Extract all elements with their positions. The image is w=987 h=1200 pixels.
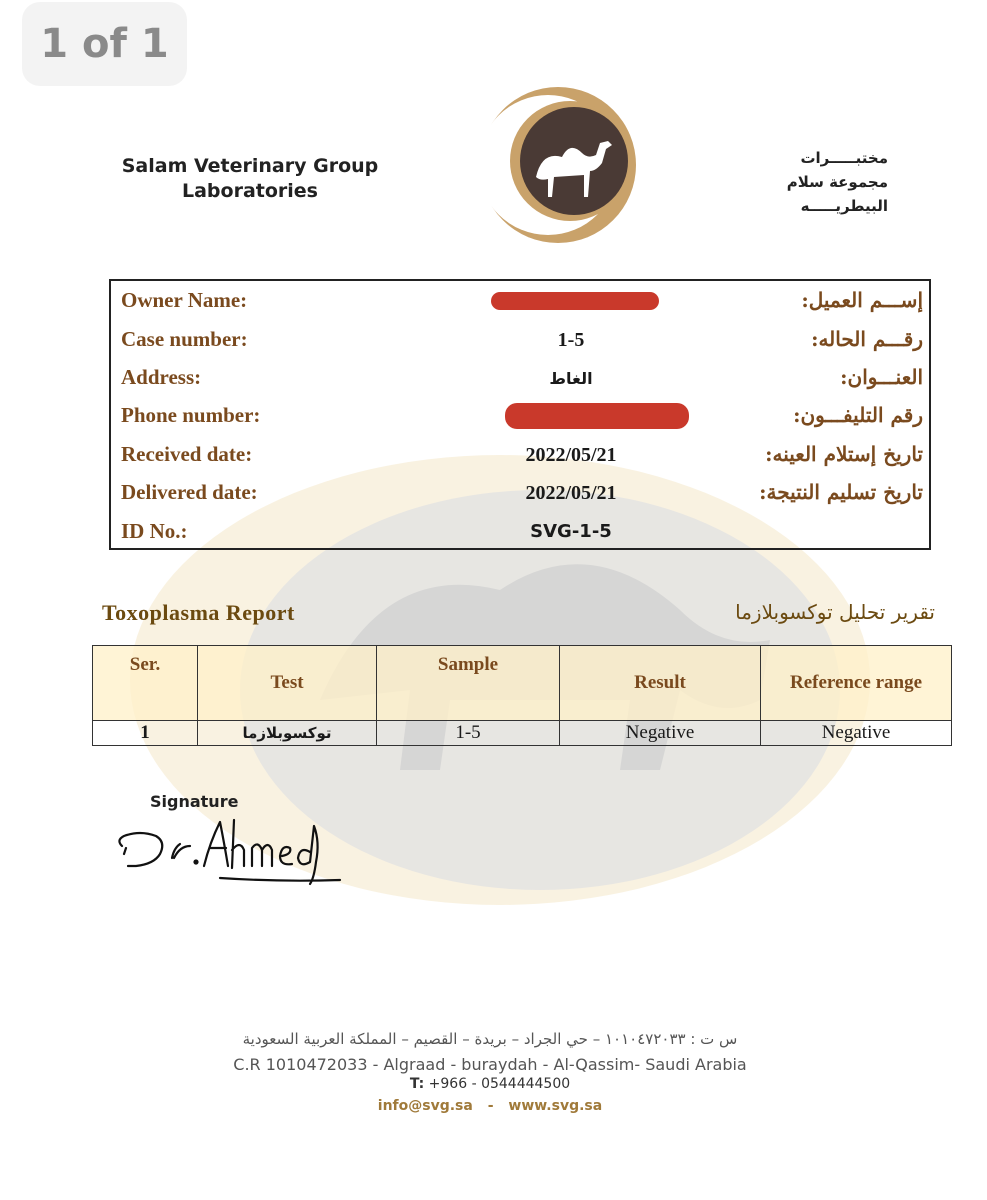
- lab-name-en-line2: Laboratories: [182, 180, 318, 202]
- lab-name-ar-line3: البيطريـــــه: [800, 197, 888, 215]
- cell-test: توكسوبلازما: [198, 721, 377, 746]
- phone-number-label: Phone number:: [121, 403, 261, 427]
- info-row-case: [111, 323, 929, 361]
- case-number-label-ar: رقـــم الحاله:: [811, 327, 923, 351]
- footer-phone-label: T:: [409, 1076, 425, 1092]
- table-row: [93, 721, 952, 746]
- footer-website-link[interactable]: www.svg.sa: [508, 1098, 603, 1114]
- owner-name-label: Owner Name:: [121, 288, 248, 312]
- info-row-received: [111, 438, 929, 476]
- footer-email-link[interactable]: info@svg.sa: [377, 1098, 473, 1114]
- info-row-id: [111, 515, 929, 553]
- address-label: Address:: [121, 365, 202, 389]
- lab-name-ar-line2: مجموعة سلام: [786, 173, 888, 191]
- case-number-label: Case number:: [121, 327, 248, 351]
- column-header-reference: Reference range: [761, 646, 952, 721]
- footer-address-arabic: س ت : ١٠١٠٤٧٢٠٣٣ – حي الجراد – بريدة – القصيم – المملكة العربية السعودية: [242, 1030, 738, 1048]
- received-date-value: 2022/05/21: [525, 444, 617, 466]
- case-number-value: 1-5: [557, 329, 585, 351]
- cell-sample: 1-5: [377, 721, 560, 746]
- address-label-ar: العنـــوان:: [840, 365, 923, 389]
- signature-label: Signature: [150, 792, 239, 811]
- footer-phone: [140, 1076, 840, 1092]
- lab-name-english: [110, 154, 390, 204]
- table-header-row: [93, 646, 952, 721]
- footer-contact: [140, 1098, 840, 1114]
- info-row-delivered: [111, 476, 929, 514]
- info-row-owner: [111, 284, 929, 322]
- client-info-box: [109, 279, 931, 550]
- info-row-phone: [111, 399, 929, 437]
- footer-separator: -: [487, 1098, 494, 1114]
- camel-logo-icon: [478, 85, 638, 245]
- phone-number-label-ar: رقم التليفـــون:: [793, 403, 923, 427]
- results-table: [92, 645, 952, 746]
- cell-result: Negative: [560, 721, 761, 746]
- owner-name-label-ar: إســـم العميل:: [801, 288, 923, 312]
- report-title-arabic: تقرير تحليل توكسوبلازما: [735, 600, 935, 624]
- cell-ser: 1: [93, 721, 198, 746]
- column-header-test: Test: [198, 646, 377, 721]
- delivered-date-label-ar: تاريخ تسليم النتيجة:: [759, 480, 923, 504]
- cell-reference: Negative: [761, 721, 952, 746]
- owner-name-redaction: [491, 292, 659, 310]
- column-header-ser: Ser.: [93, 646, 198, 721]
- report-title: Toxoplasma Report: [102, 600, 295, 625]
- lab-name-en-line1: Salam Veterinary Group: [121, 155, 379, 177]
- received-date-label: Received date:: [121, 442, 253, 466]
- id-number-label: ID No.:: [121, 519, 188, 543]
- column-header-result: Result: [560, 646, 761, 721]
- handwritten-signature: [110, 812, 350, 892]
- page-indicator: 1 of 1: [22, 2, 187, 86]
- info-row-address: [111, 361, 929, 399]
- lab-name-arabic: [700, 146, 888, 218]
- footer-address-english: C.R 1010472033 - Algraad - buraydah - Al-Qassim- Saudi Arabia: [233, 1055, 747, 1074]
- address-value: الغاط: [549, 369, 593, 388]
- footer-phone-value: +966 - 0544444500: [428, 1076, 571, 1092]
- phone-number-redaction: [505, 403, 689, 429]
- delivered-date-value: 2022/05/21: [525, 482, 617, 504]
- delivered-date-label: Delivered date:: [121, 480, 258, 504]
- column-header-sample: Sample: [377, 646, 560, 721]
- lab-name-ar-line1: مختبـــــرات: [800, 149, 888, 167]
- id-number-value: SVG-1-5: [530, 521, 612, 542]
- received-date-label-ar: تاريخ إستلام العينه:: [765, 442, 923, 466]
